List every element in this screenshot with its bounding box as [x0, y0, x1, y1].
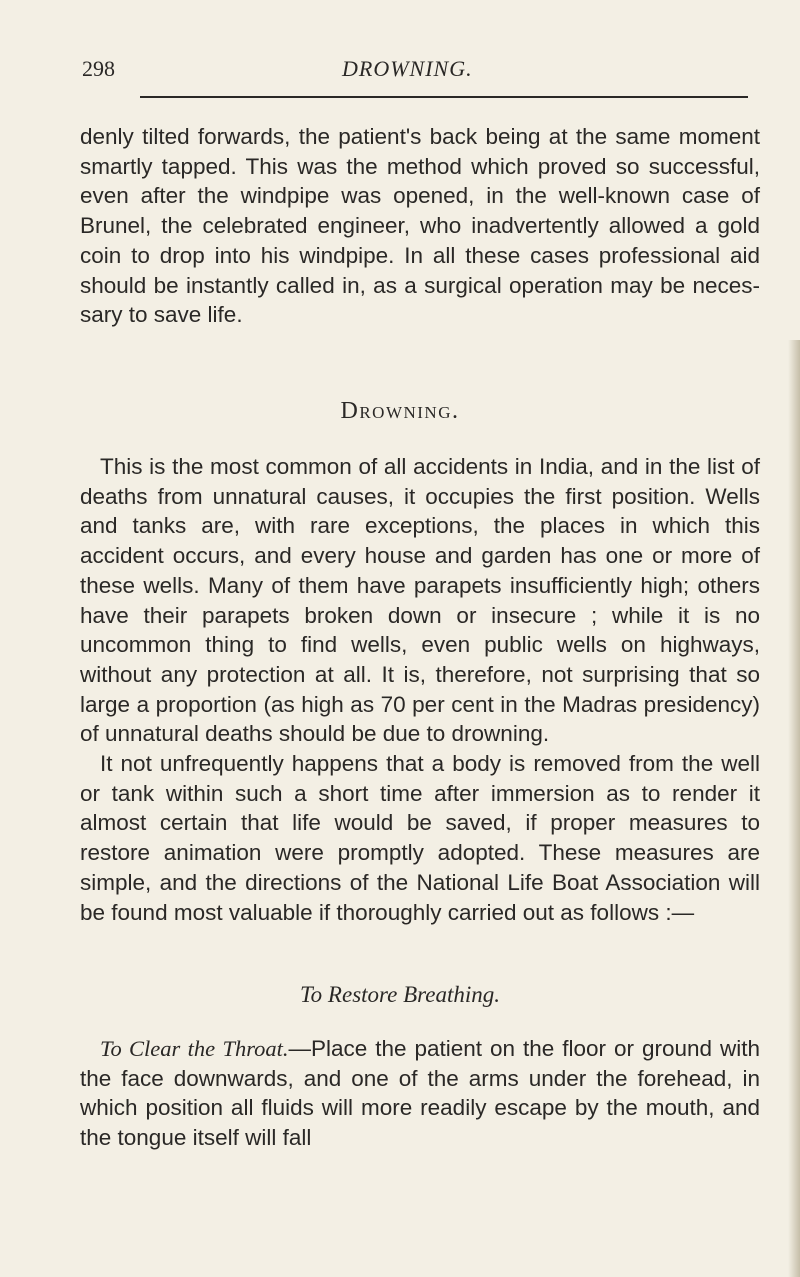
- page-number: 298: [82, 56, 115, 81]
- subheading: To Restore Breathing.: [300, 982, 500, 1007]
- clear-throat-paragraph: [80, 1034, 760, 1153]
- paragraph-text: [80, 1034, 760, 1153]
- running-head: [82, 56, 762, 86]
- drowning-section-text: [80, 452, 760, 927]
- paragraph-text: It not unfrequently happens that a body is removed from the well or tank within such a short time after immersion as to render it almost certain that life would be saved, if proper measures to restore animation were promptly adopted. These measures are simple, and the directions of the National Life Boat Association will be found most valuable if thoroughly carried out as follows :—: [80, 751, 760, 925]
- paragraph-text: denly tilted forwards, the patient's back being at the same moment smartly tapped. This was the method which proved so successful, even after the windpipe was opened, in the well-known case of Brunel, the celebrated engineer, who inadvertently allowed a gold coin to drop into his windpipe. In all these cases professional aid should be instantly called in, as a surgical operation may be neces- sary to save life.: [80, 124, 760, 328]
- section-heading: Drowning.: [340, 398, 460, 424]
- paragraph-continued: [80, 122, 760, 330]
- run-in-heading: To Clear the Throat.: [100, 1036, 289, 1061]
- header-rule: [140, 96, 748, 98]
- paragraph-text: This is the most common of all accidents in India, and in the list of deaths from unnatural causes, it occupies the first position. Wells and tanks are, with rare exceptions, the places in which this accident occurs, and every house and garden has one or more of these wells. Many of them have parapets insufficiently high; others have their parapets broken down or insecure ; while it is no uncommon thing to find wells, even public wells on highways, without any protection at all. It is, therefore, not surprising that so large a proportion (as high as 70 per cent in the Madras presidency) of unnatural deaths should be due to drowning.: [80, 454, 760, 747]
- running-title: DROWNING.: [342, 56, 473, 81]
- paragraph-body: —Place the patient on the floor or ground with the face downwards, and one of the arms under the forehead, in which position all fluids will more readily escape by the mouth, and the tongue itself will fall: [80, 1036, 760, 1151]
- page-edge-shadow: [788, 340, 800, 1277]
